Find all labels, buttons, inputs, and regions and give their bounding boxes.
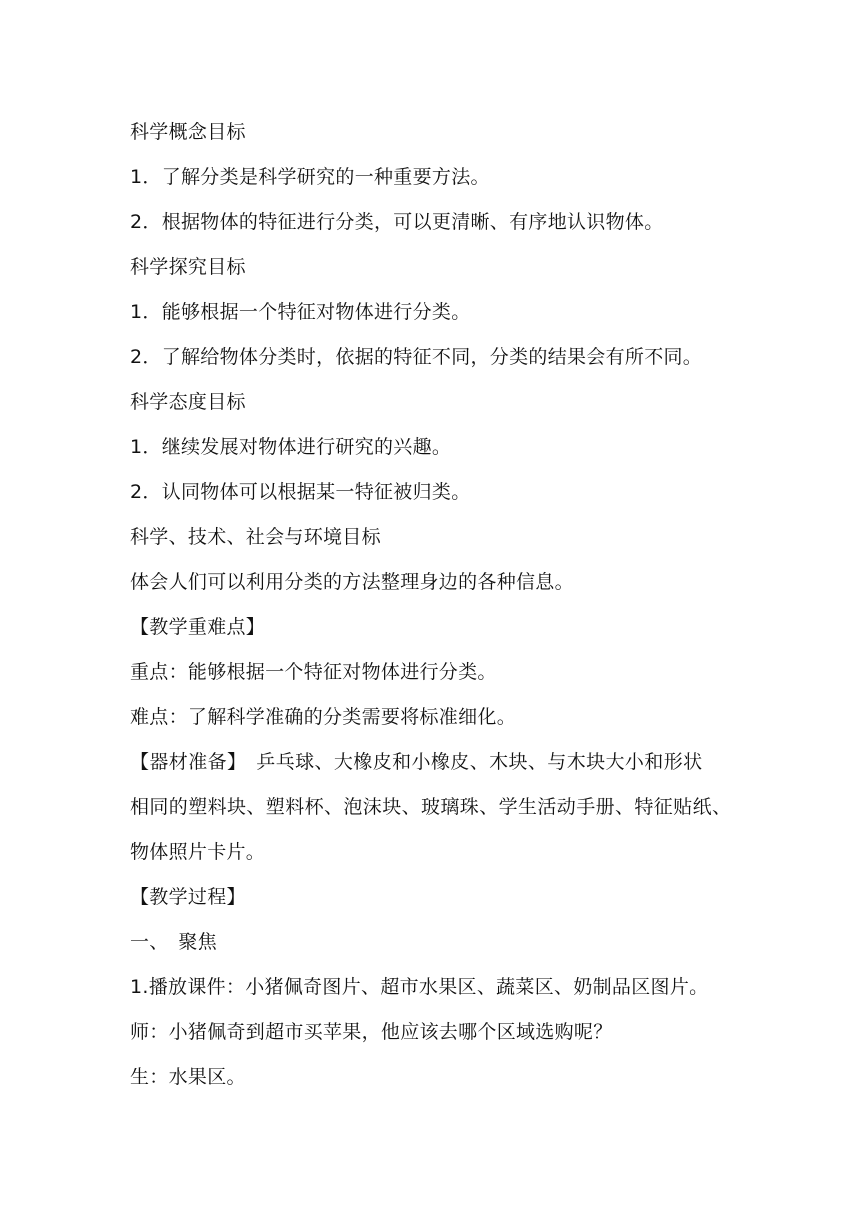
teacher-question: 师：小猪佩奇到超市买苹果，他应该去哪个区域选购呢？ xyxy=(130,1021,613,1043)
heading-science-attitude-goal: 科学态度目标 xyxy=(130,391,246,413)
concept-goal-item-1: 1．了解分类是科学研究的一种重要方法。 xyxy=(130,166,490,188)
attitude-goal-item-2: 2．认同物体可以根据某一特征被归类。 xyxy=(130,481,471,503)
key-point: 重点：能够根据一个特征对物体进行分类。 xyxy=(130,661,497,683)
heading-science-inquiry-goal: 科学探究目标 xyxy=(130,256,246,278)
heading-stse-goal: 科学、技术、社会与环境目标 xyxy=(130,526,381,548)
inquiry-goal-item-2: 2．了解给物体分类时，依据的特征不同，分类的结果会有所不同。 xyxy=(130,346,703,368)
heading-teaching-process: 【教学过程】 xyxy=(130,886,246,908)
stse-goal-text: 体会人们可以利用分类的方法整理身边的各种信息。 xyxy=(130,571,574,593)
attitude-goal-item-1: 1．继续发展对物体进行研究的兴趣。 xyxy=(130,436,452,458)
heading-key-difficulties: 【教学重难点】 xyxy=(130,616,266,638)
materials-line-3: 物体照片卡片。 xyxy=(130,841,266,863)
section-one-focus: 一、 聚焦 xyxy=(130,931,218,953)
materials-line-2: 相同的塑料块、塑料杯、泡沫块、玻璃珠、学生活动手册、特征贴纸、 xyxy=(130,796,732,818)
difficult-point: 难点：了解科学准确的分类需要将标准细化。 xyxy=(130,706,517,728)
inquiry-goal-item-1: 1．能够根据一个特征对物体进行分类。 xyxy=(130,301,471,323)
materials-line-1: 【器材准备】 乒乓球、大橡皮和小橡皮、木块、与木块大小和形状 xyxy=(130,751,703,773)
step-one-text: 1.播放课件：小猪佩奇图片、超市水果区、蔬菜区、奶制品区图片。 xyxy=(130,976,709,998)
student-answer: 生：水果区。 xyxy=(130,1066,246,1088)
concept-goal-item-2: 2．根据物体的特征进行分类，可以更清晰、有序地认识物体。 xyxy=(130,211,664,233)
document-body xyxy=(130,110,740,1100)
heading-science-concept-goal: 科学概念目标 xyxy=(130,121,246,143)
